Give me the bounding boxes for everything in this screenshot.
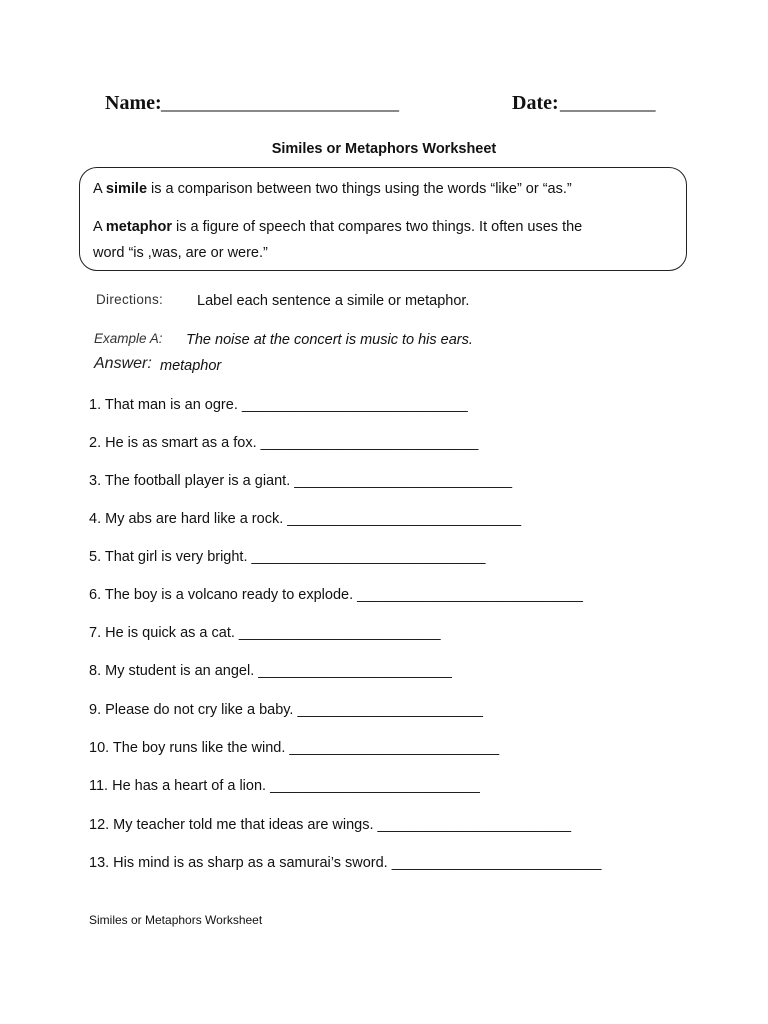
simile-prefix: A bbox=[93, 181, 106, 197]
question-13[interactable]: 13. His mind is as sharp as a samurai’s sword. __________________________ bbox=[89, 855, 602, 871]
simile-term: simile bbox=[105, 181, 148, 197]
metaphor-term: metaphor bbox=[105, 219, 172, 235]
question-1[interactable]: 1. That man is an ogre. ____________________________ bbox=[89, 397, 468, 413]
worksheet-title: Similes or Metaphors Worksheet bbox=[271, 141, 497, 157]
directions-label: Directions: bbox=[96, 292, 164, 307]
simile-definition bbox=[93, 179, 572, 199]
definitions-box bbox=[79, 167, 687, 271]
example-label: Example A: bbox=[94, 331, 163, 346]
answer-label: Answer: bbox=[94, 355, 152, 372]
question-12[interactable]: 12. My teacher told me that ideas are wings. ________________________ bbox=[89, 817, 572, 833]
question-7[interactable]: 7. He is quick as a cat. _________________________ bbox=[89, 625, 441, 641]
question-3[interactable]: 3. The football player is a giant. ___________________________ bbox=[89, 473, 513, 489]
footer-text: Similes or Metaphors Worksheet bbox=[89, 913, 263, 927]
metaphor-rest: is a figure of speech that compares two things. It often uses the bbox=[171, 219, 583, 235]
simile-rest: is a comparison between two things using the words “like” or “as.” bbox=[147, 181, 572, 197]
metaphor-definition-line2: word “is ,was, are or were.” bbox=[93, 245, 268, 261]
date-label: Date: bbox=[512, 92, 559, 114]
question-8[interactable]: 8. My student is an angel. ________________________ bbox=[89, 663, 452, 679]
question-6[interactable]: 6. The boy is a volcano ready to explode. ____________________________ bbox=[89, 587, 583, 603]
question-5[interactable]: 5. That girl is very bright. _____________________________ bbox=[89, 549, 486, 565]
metaphor-prefix: A bbox=[93, 219, 106, 235]
example-text: The noise at the concert is music to his ears. bbox=[186, 332, 473, 348]
answer-text: metaphor bbox=[160, 358, 222, 374]
question-10[interactable]: 10. The boy runs like the wind. __________________________ bbox=[89, 740, 500, 756]
metaphor-definition bbox=[93, 217, 582, 237]
question-9[interactable]: 9. Please do not cry like a baby. _______________________ bbox=[89, 702, 483, 718]
name-blank[interactable]: _________________________ bbox=[161, 92, 399, 114]
directions-text: Label each sentence a simile or metaphor. bbox=[197, 293, 470, 309]
date-blank[interactable]: __________ bbox=[560, 92, 655, 114]
question-4[interactable]: 4. My abs are hard like a rock. _____________________________ bbox=[89, 511, 522, 527]
name-label: Name: bbox=[105, 92, 162, 114]
question-2[interactable]: 2. He is as smart as a fox. ___________________________ bbox=[89, 435, 479, 451]
question-11[interactable]: 11. He has a heart of a lion. __________________________ bbox=[89, 778, 480, 794]
